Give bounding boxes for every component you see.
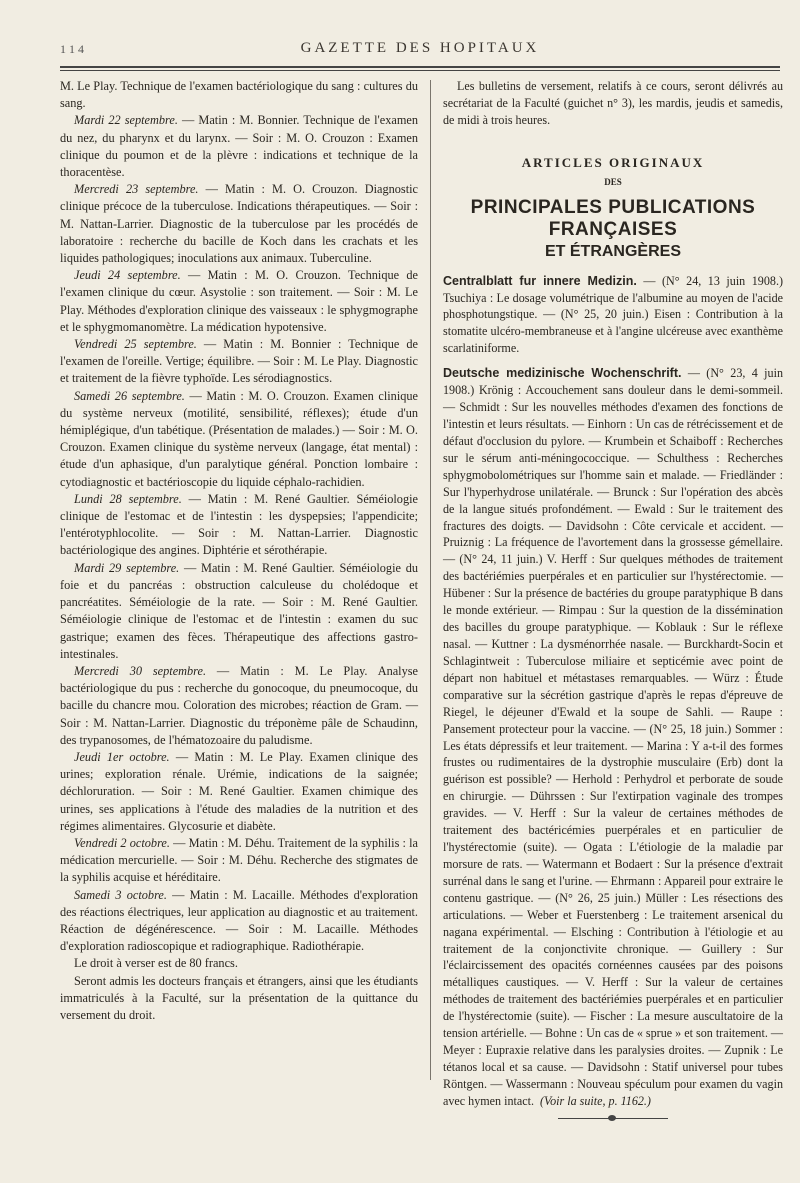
schedule-text: — Matin : M. Bonnier. Technique de l'examen du nez, du pharynx et du larynx. — Soir : M. O. Crouzon : Examen clinique du poumon et de la plèvre : indications et technique de la thoracentèse. bbox=[60, 113, 418, 180]
schedule-text: — Matin : M. Déhu. Traitement de la syphilis : la médication mercurielle. — Soir : M. Déhu. Recherche des stigmates de la syphilis acquise et héréditaire. bbox=[60, 835, 418, 885]
journal-entry bbox=[443, 273, 783, 358]
running-head bbox=[60, 40, 780, 60]
journal-entry bbox=[443, 365, 783, 1110]
journal-articles: — (N° 23, 4 juin 1908.) Krönig : Accouchement sans douleur dans le demi-sommeil. — Schmidt : Sur les nouvelles méthodes d'examen des fonctions de l'intestin et leurs résultats. — Einhorn : Un cas de rétrécissement et de défaut d'occlusion du pylore. — Krumbein et Schaiboff : Recherches sur le sérum anti-méningococcique. — Schulthess : Recherches sphygmobolométriques sur l'homme sain et malade. — Friedländer : Sur l'hyperhydrose unilatérale. — Brunck : Sur l'opération des abcès de la langue situés profondément. — Ewald : Sur le traitement des fractures des doigts. — Davidsohn : Côte cervicale et accident. — Pruiznig : La fréquence de l'avortement dans la grossesse gémellaire. — (N° 24, 11 juin.) V. Herff : Sur quelques méthodes de traitement des bactériémies puerpérales et en particulier sur l'hystérectomie. — Hübener : Sur la présence de bactéries du groupe paratyphique B dans le monde extérieur. — Rimpau : Sur la question de la dissémination des bacilles du groupe paratyphique. — Koblauk : Sur le réflexe nasal. — Kuttner : La dysménorrhée nasale. — Burckhardt-Socin et Schlagintweit : Tuberculose miliaire et septicémie avec point de départ non habituel et métastases remarquables. — Würz : Étude comparative sur la sécrétion gastrique d'après le repas d'épreuve de Riegel, le déjeuner d'Ewald et la soupe de Sahli. — Raupe : Pansement protecteur pour la vaccine. — (N° 25, 18 juin.) Sommer : Les états dépressifs et leur traitement. — Marina : Y a-t-il des formes frustes ou rudimentaires de la dystrophie musculaire (Erb) dont la guérison est possible? — Herhold : Perhydrol et perborate de soude en chirurgie. — Dührssen : Sur l'extirpation vaginale des trompes gravides. — V. Herff : Sur la valeur de certaines méthodes de traitement des bactéricémies puerpérales et en particulier de l'hystérectomie (suite). — Ogata : L'étiologie de la maladie par morsure de rats. — Watermann et Bodaert : Sur la présence d'extrait surrénal dans le sang et l'urine. — Ehrmann : Appareil pour extraire le contenu gastrique. — (N° 26, 25 juin.) Müller : Les résections des articulations. — Weber et Fuerstenberg : Le traitement arsenical du nagana expérimental. — Elsching : Contribution à l'étiologie et au traitement de la conjonctivite chronique. — Guillery : Sur l'éclaircissement des opacités cornéennes causées par des poisons métalliques caustiques. — V. Herff : Sur la valeur de certaines méthodes de traitement des bactériémies puerpérales et en particulier de l'hystérectomie (suite). — Fischer : La mesure auscultatoire de la tension artérielle. — Bohne : Un cas de « sprue » et son traitement. — Meyer : Eupraxie relative dans les paralysies droites. — Zupnik : Le tétanos local et sa cause. — Davidsohn : Statif universel pour tubes Röntgen. — Wassermann : Nouveau spéculum pour examen du vagin avec hymen intact. bbox=[443, 366, 783, 1108]
section-heading: PRINCIPALES PUBLICATIONS FRANÇAISES bbox=[470, 196, 756, 240]
schedule-date: Vendredi 25 septembre. bbox=[74, 337, 197, 352]
schedule-date: Mercredi 23 septembre. bbox=[74, 182, 199, 197]
schedule-date: Samedi 26 septembre. bbox=[74, 388, 185, 403]
column-divider bbox=[430, 80, 431, 1080]
schedule-entry bbox=[60, 112, 418, 181]
schedule-entry bbox=[60, 560, 418, 663]
continued-note: (Voir la suite, p. 1162.) bbox=[540, 1093, 651, 1108]
schedule-entry bbox=[60, 835, 418, 887]
right-column bbox=[443, 78, 783, 1119]
end-ornament bbox=[558, 1118, 668, 1119]
schedule-text: — Matin : M. Bonnier : Technique de l'examen de l'oreille. Vertige; équilibre. — Soir : M. Le Play. Diagnostic et traitement de la fièvre typhoïde. Les sérodiagnostics. bbox=[60, 337, 418, 386]
schedule-entry bbox=[60, 749, 418, 835]
schedule-entry bbox=[60, 887, 418, 956]
intro-paragraph: M. Le Play. Technique de l'examen bactériologique du sang : cultures du sang. bbox=[60, 79, 418, 111]
bulletin-paragraph: Les bulletins de versement, relatifs à ce cours, seront délivrés au secrétariat de la Faculté (guichet n° 3), les mardis, jeudis et samedis, de midi à trois heures. bbox=[443, 79, 783, 127]
left-column bbox=[60, 78, 418, 1024]
schedule-date: Vendredi 2 octobre. bbox=[74, 835, 170, 850]
schedule-text: — Matin : M. René Gaultier. Séméiologie clinique de l'estomac et de l'intestin : les dyspepsies; l'appendicite; l'entérotyphlocolite. — Soir : M. Nattan-Larrier. Diagnostic bactériologique des angines. Diphtérie et sérothérapie. bbox=[60, 491, 418, 558]
fee-paragraph: Le droit à verser est de 80 francs. bbox=[74, 956, 238, 971]
header-rule-thin bbox=[60, 70, 780, 71]
journal-name: Deutsche medizinische Wochenschrift. bbox=[443, 366, 682, 381]
schedule-date: Mercredi 30 septembre. bbox=[74, 663, 207, 678]
schedule-entry bbox=[60, 663, 418, 749]
schedule-entry bbox=[60, 491, 418, 560]
schedule-date: Samedi 3 octobre. bbox=[74, 887, 167, 902]
schedule-entry bbox=[60, 181, 418, 267]
schedule-entry bbox=[60, 267, 418, 336]
schedule-entry bbox=[60, 336, 418, 388]
admission-paragraph: Seront admis les docteurs français et étrangers, ainsi que les étudiants immatriculés à la Faculté, sur la présentation de la quittance du versement du droit. bbox=[60, 973, 418, 1022]
schedule-text: — Matin : M. Le Play. Analyse bactériologique du pus : recherche du gonocoque, du pneumocoque, du bacille du chancre mou. Coloration des microbes; réaction de Gram. — Soir : M. Nattan-Larrier. Diagnostic du tréponème pâle de Schaudinn, des trypanosomes, de l'hématozoaire du paludisme. bbox=[60, 663, 418, 747]
section-heading-2: ET ÉTRANGÈRES bbox=[544, 242, 681, 260]
page-number: 1 1 4 bbox=[60, 42, 84, 56]
section-subtitle: DES bbox=[604, 176, 622, 187]
schedule-date: Mardi 29 septembre. bbox=[74, 560, 180, 575]
schedule-text: — Matin : M. René Gaultier. Séméiologie du foie et du pancréas : obstruction calculeuse du cholédoque et pancréatites. Séméiologie de la rate. — Soir : M. René Gaultier. Séméiologie clinique de l'estomac et de l'intestin : examen du suc gastrique; examen des fèces. Thérapeutique des affections gastro-intestinales. bbox=[60, 560, 418, 661]
schedule-date: Jeudi 1er octobre. bbox=[74, 749, 170, 764]
schedule-entry bbox=[60, 388, 418, 491]
schedule-date: Mardi 22 septembre. bbox=[74, 113, 178, 128]
header-rule bbox=[60, 66, 780, 68]
schedule-date: Jeudi 24 septembre. bbox=[74, 268, 181, 283]
schedule-text: — Matin : M. Le Play. Examen clinique des urines; exploration rénale. Urémie, indications de la saignée; déchloruration. — Soir : M. René Gaultier. Examen chimique des urines, ses applications à l'étude des maladies de la nutrition et des régimes alimentaires. Glycosurie et diabète. bbox=[60, 749, 418, 833]
journal-articles: — (N° 24, 13 juin 1908.) Tsuchiya : Le dosage volumétrique de l'albumine au moyen de l'acide phosphotungstique. — (N° 25, 20 juin.) Eisen : Contribution à la stomatite ulcéro-membraneuse et à l'angine ulcéreuse avec exanthème scarlatiniforme. bbox=[443, 273, 783, 356]
course-schedule bbox=[60, 112, 418, 955]
schedule-text: — Matin : M. O. Crouzon. Technique de l'examen clinique du cœur. Asystolie : son traitement. — Soir : M. Le Play. Méthodes d'exploration clinique des vaisseaux : le sphygmographe et le sphygmomanomètre. La médication hypotensive. bbox=[60, 268, 418, 334]
schedule-date: Lundi 28 septembre. bbox=[74, 491, 182, 506]
journal-title: GAZETTE DES HOPITAUX bbox=[300, 40, 540, 56]
journal-name: Centralblatt fur innere Medizin. bbox=[443, 273, 637, 288]
schedule-text: — Matin : M. O. Crouzon. Examen clinique du système nerveux (motilité, sensibilité, réflexes); étude d'un hémiplégique, d'un tabétique. (Présentation de malades.) — Soir : M. O. Crouzon. Examen clinique du système nerveux (langage, état mental) : étude d'un aphasique, d'un paralytique général. Ponction lombaire : cytodiagnostic et bactérioscopie du liquide céphalo-rachidien. bbox=[60, 388, 418, 489]
section-title: ARTICLES ORIGINAUX bbox=[521, 154, 705, 170]
journal-list bbox=[443, 273, 783, 1110]
schedule-text: — Matin : M. O. Crouzon. Diagnostic clinique précoce de la tuberculose. Indications thérapeutiques. — Soir : M. Nattan-Larrier. Diagnostic de la tuberculose par les procédés de laboratoire : recherche du bacille de Koch dans les crachats et les liquides pathologiques; inoculations aux animaux. Tuberculine. bbox=[60, 182, 418, 266]
schedule-text: — Matin : M. Lacaille. Méthodes d'exploration des réactions électriques, leur application au diagnostic et au traitement. Réaction de dégénérescence. — Soir : M. Lacaille. Méthodes d'exploration radioscopique et radiographique. Radiothérapie. bbox=[60, 887, 418, 954]
